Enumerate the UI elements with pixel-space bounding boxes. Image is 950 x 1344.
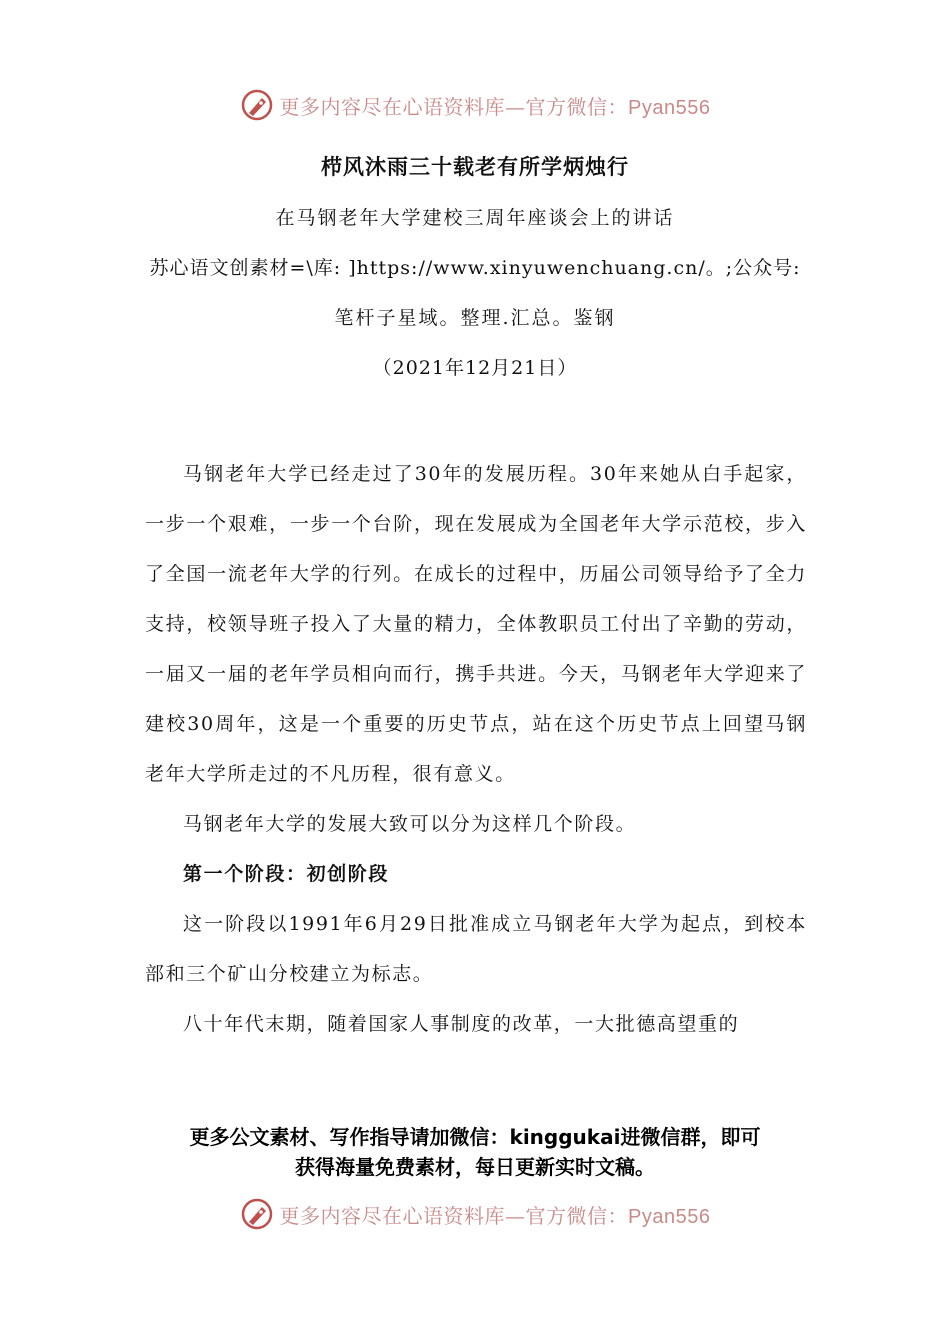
promo-line: 更多公文素材、写作指导请加微信：kinggukai进微信群，即可 — [189, 1125, 761, 1149]
document-title: 栉风沐雨三十载老有所学炳烛行 — [321, 154, 629, 179]
paragraph: 八十年代末期，随着国家人事制度的改革，一大批德高望重的 — [183, 1013, 740, 1035]
pen-nib-logo-icon — [240, 88, 274, 122]
section-heading: 第一个阶段：初创阶段 — [183, 863, 390, 885]
pen-nib-logo-icon — [240, 1197, 274, 1231]
promo-notice — [0, 1122, 950, 1182]
source-line: 苏心语文创素材=\库: ]https://www.xinyuwenchuang.cn/。;公众号: — [149, 257, 801, 279]
paragraph: 这一阶段以1991年6月29日批准成立马钢老年大学为起点，到校本部和三个矿山分校建立为标志。 — [145, 913, 807, 985]
watermark-text: 更多内容尽在心语资料库—官方微信：Pyan556 — [279, 94, 711, 119]
watermark-text: 更多内容尽在心语资料库—官方微信：Pyan556 — [279, 1203, 711, 1228]
header-watermark-banner — [0, 85, 950, 125]
author-line: 笔杆子星域。整理.汇总。鉴钢 — [334, 307, 616, 329]
document-body — [145, 449, 807, 1049]
footer-watermark-banner — [0, 1194, 950, 1234]
paragraph: 马钢老年大学的发展大致可以分为这样几个阶段。 — [183, 813, 637, 835]
speech-date: （2021年12月21日） — [372, 357, 578, 379]
paragraph: 马钢老年大学已经走过了30年的发展历程。30年来她从白手起家，一步一个艰难，一步一个台阶，现在发展成为全国老年大学示范校，步入了全国一流老年大学的行列。在成长的过程中，历届公司领导给予了全力支持，校领导班子投入了大量的精力，全体教职员工付出了辛勤的劳动，一届又一届的老年学员相向而行，携手共进。今天，马钢老年大学迎来了建校30周年，这是一个重要的历史节点，站在这个历史节点上回望马钢老年大学所走过的不凡历程，很有意义。 — [145, 463, 807, 785]
document-subtitle: 在马钢老年大学建校三周年座谈会上的讲话 — [275, 207, 675, 229]
promo-line: 获得海量免费素材，每日更新实时文稿。 — [295, 1155, 655, 1179]
